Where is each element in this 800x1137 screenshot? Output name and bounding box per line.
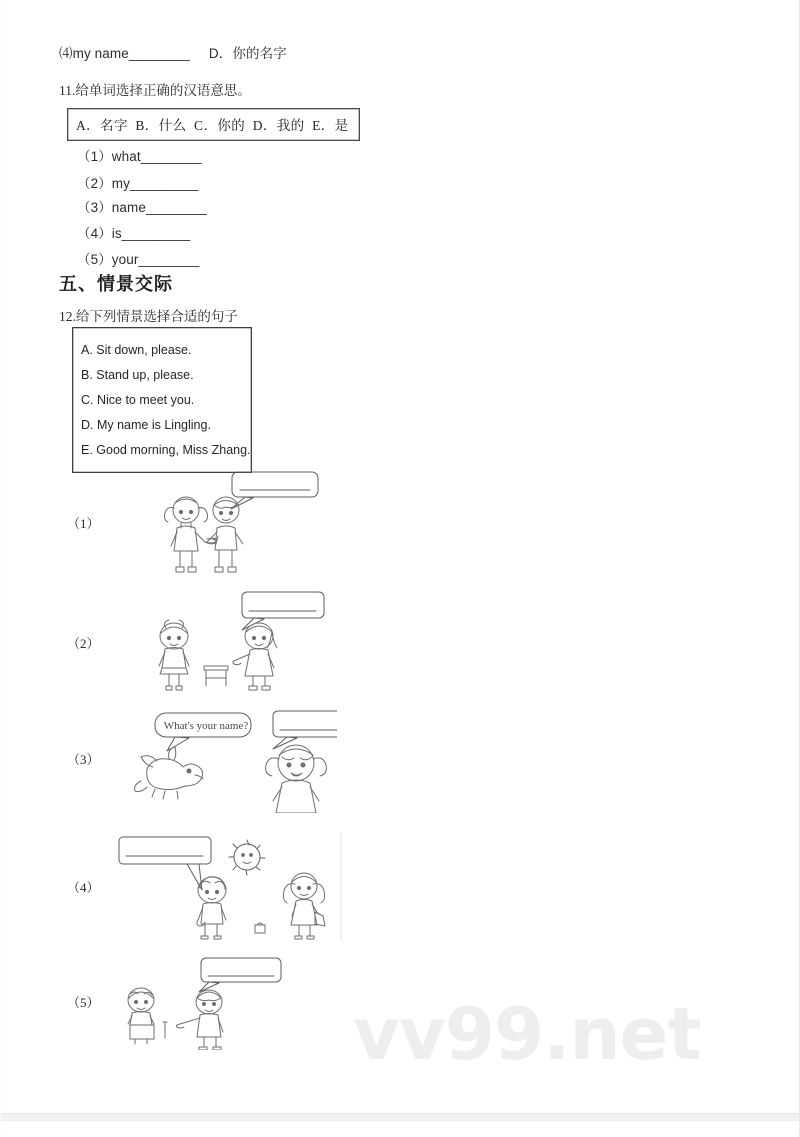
- question-10-item-4: ⑷my name________ D．你的名字: [59, 46, 287, 61]
- scene-4-label: （4）: [67, 880, 100, 895]
- scene-row-1: [59, 468, 759, 583]
- scene-3-question-bubble-text: What's your name?: [163, 720, 249, 732]
- question-11-options-box: [67, 108, 360, 141]
- question-11-item-2: （2）my_________: [77, 176, 199, 191]
- question-12-option-b: B. Stand up, please.: [81, 368, 194, 382]
- question-12-option-d: D. My name is Lingling.: [81, 418, 211, 432]
- site-watermark: vv99.net: [353, 992, 701, 1076]
- question-12-option-a: A. Sit down, please.: [81, 343, 192, 357]
- scene-row-2: [59, 588, 759, 703]
- question-11-item-3: （3）name________: [77, 200, 207, 215]
- question-11-options-line: A．名字 B．什么 C．你的 D．我的 E．是: [67, 108, 360, 141]
- page-bottom-rule: [1, 1113, 799, 1121]
- question-11-prompt: 11.给单词选择正确的汉语意思。: [59, 83, 251, 98]
- scene-row-3: [59, 707, 759, 815]
- question-12-option-e: E. Good morning, Miss Zhang.: [81, 443, 251, 457]
- scene-2-illustration: [119, 588, 349, 700]
- scene-1-label: （1）: [67, 516, 100, 531]
- scene-2-label: （2）: [67, 636, 100, 651]
- question-12-options-box: [72, 327, 252, 473]
- section-heading-5: 五、情景交际: [59, 274, 173, 294]
- scene-3-label: （3）: [67, 752, 100, 767]
- scene-row-4: [59, 832, 759, 942]
- scene-4-illustration: [99, 832, 344, 940]
- scene-5-label: （5）: [67, 995, 100, 1010]
- question-12-option-c: C. Nice to meet you.: [81, 393, 195, 407]
- question-11-item-4: （4）is_________: [77, 226, 191, 241]
- question-12-prompt: 12.给下列情景选择合适的句子: [59, 309, 238, 324]
- question-11-item-5: （5）your________: [77, 252, 200, 267]
- scene-1-illustration: [119, 468, 349, 580]
- scene-5-illustration: [109, 952, 334, 1050]
- question-11-item-1: （1）what________: [77, 149, 202, 164]
